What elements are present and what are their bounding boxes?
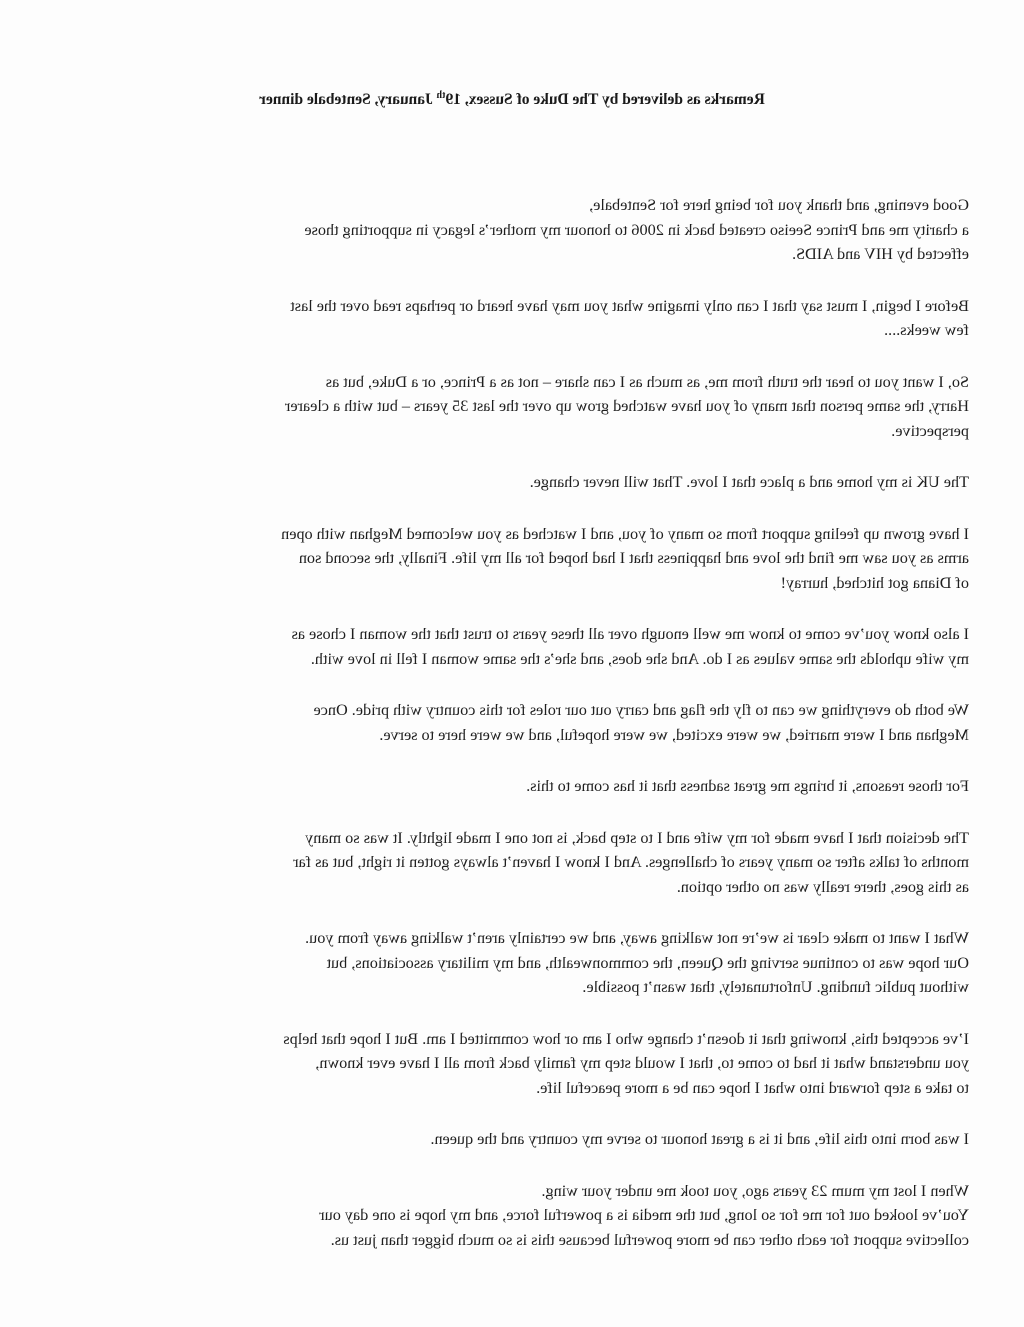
text-line: I was born into this life, and it is a great honour to serve my country and the queen. [430,1130,969,1148]
paragraph [39,622,969,671]
text-line: For those reasons, it brings me great sadness that it has come to this. [526,777,969,795]
text-line: of Diana got hitched, hurray! [780,573,969,592]
paragraph [39,370,969,444]
text-line: to take a step forward into what I hope can be a more peaceful life. [536,1078,969,1097]
text-line: Harry, the same person that many of you have watched grow up over the last 35 years – but with a clearer [285,397,969,415]
title-text-end: January, Sentebale dinner [259,91,437,109]
text-line: I have grown up feeling support from so many of you, and I watched as you welcomed Meghan with open [281,524,969,543]
paragraph [39,193,969,267]
paragraph [39,294,969,343]
text-line: arms as you saw me find the love and happiness that I had hoped for all my life. Finally, the second son [298,549,969,567]
text-line: Good evening, and thank you for being here for Sentebale, [589,196,969,214]
text-line: my wife upholds the same values as I do. And she does, and she’s the same woman I fell in love with. [310,649,969,668]
text-line: perspective. [891,421,969,440]
text-line: So, I want you to hear the truth from me, as much as I can share – not as a Prince, or a Duke, but as [325,372,969,391]
paragraph [39,1179,969,1253]
text-line: as this goes, there really was no other option. [676,877,969,896]
text-line: you understand what it had to come to, that I would step my family back from all I have ever known, [315,1054,969,1072]
text-line: I’ve accepted this, knowing that it doesn’t change who I am or how committed I am. But I hope that helps [283,1029,969,1048]
paragraph [39,1127,969,1152]
text-line: few weeks.... [884,321,969,339]
text-line: When I lost my mum 23 years ago, you took me under your wing. [541,1181,969,1200]
document-title [145,90,879,109]
paragraph [39,698,969,747]
document-body [39,193,969,1279]
text-line: The UK is my home and a place that I love. That will never change. [529,473,969,491]
text-line: What I want to make clear is we’re not walking away, and we certainly aren’t walking away from you. [305,929,969,947]
title-text: Remarks as delivered by The Duke of Sussex, 19 [445,91,765,109]
paragraph [39,522,969,596]
paragraph [39,926,969,1000]
text-line: You’ve looked out for me for so long, but the media is a powerful force, and my hope is one day our [319,1206,969,1224]
text-line: The decision that I have made for my wife and I to step back, is not one I made lightly. It was so many [305,828,969,847]
text-line: effected by HIV and AIDS. [792,245,969,263]
text-line: months of talks after so many years of challenges. And I know I haven’t always gotten it right, but as far [293,853,969,871]
text-line: a charity me and Prince Seeiso created back in 2006 to honour my mother’s legacy in supporting those [304,220,969,239]
text-line: collective support for each other can be more powerful because this is so much bigger than just us. [330,1230,969,1249]
text-line: We both do everything we can to fly the flag and carry out our roles for this country with pride. Once [313,701,969,719]
paragraph [39,1027,969,1101]
text-line: without public funding. Unfortunately, that wasn’t possible. [582,978,969,996]
text-line: I also know you’ve come to know me well enough over all these years to trust that the woman I chose as [291,625,969,643]
paragraph [39,826,969,900]
paragraph [39,470,969,495]
text-line: Before I begin, I must say that I can only imagine what you may have heard or perhaps read over the last [290,296,969,315]
title-superscript: th [436,90,446,101]
text-line: Meghan and I were married, we were excited, we were hopeful, and we were here to serve. [379,725,969,744]
text-line: Our hope was to continue serving the Queen, the commonwealth, and my military associations, but [326,953,969,972]
paragraph [39,774,969,799]
